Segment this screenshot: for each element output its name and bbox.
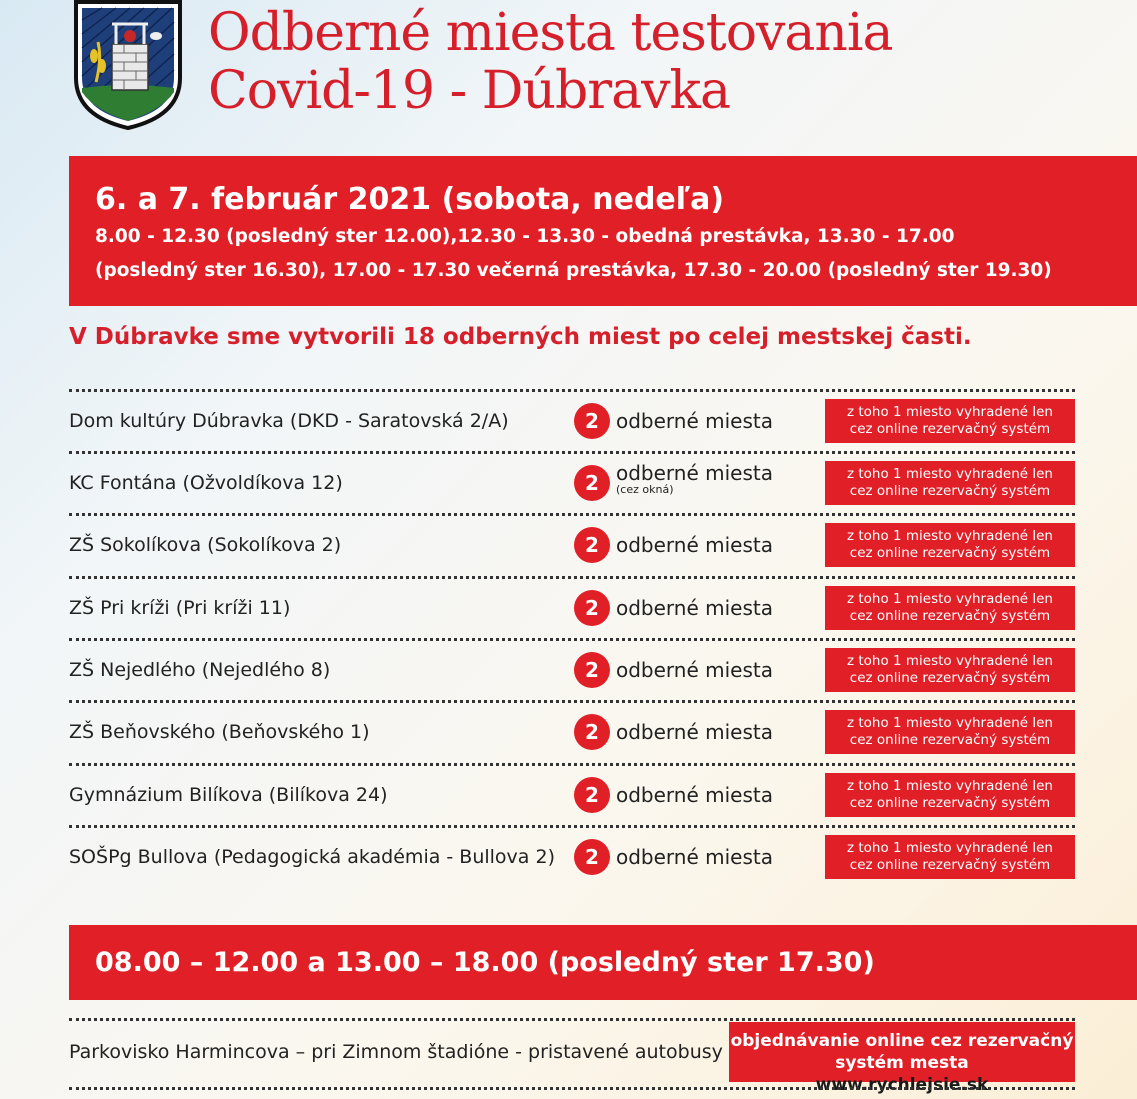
reservation-note bbox=[825, 523, 1075, 567]
reservation-note-line-2: cez online rezervačný systém bbox=[849, 544, 1051, 561]
reservation-note-line-1: z toho 1 miesto vyhradené len bbox=[846, 653, 1053, 669]
reservation-note-line-1: z toho 1 miesto vyhradené len bbox=[846, 591, 1053, 607]
daily-hours: 08.00 – 12.00 a 13.00 – 18.00 (posledný ster 17.30) bbox=[95, 947, 875, 978]
site-name: Gymnázium Bilíkova (Bilíkova 24) bbox=[69, 784, 388, 806]
reservation-note-line-1: z toho 1 miesto vyhradené len bbox=[846, 840, 1053, 856]
site-row bbox=[69, 452, 1075, 514]
reservation-note-line-1: z toho 1 miesto vyhradené len bbox=[846, 466, 1053, 482]
reservation-note bbox=[825, 461, 1075, 505]
daily-hours-banner bbox=[69, 925, 1137, 1000]
site-spots-label: odberné miesta bbox=[616, 720, 774, 744]
site-row bbox=[69, 701, 1075, 763]
site-count-badge: 2 bbox=[574, 839, 610, 875]
site-row bbox=[69, 826, 1075, 888]
site-spots-label: odberné miesta bbox=[616, 533, 774, 557]
row-divider bbox=[69, 1087, 1075, 1090]
site-spots-label: odberné miesta bbox=[616, 845, 774, 869]
bus-site-row bbox=[69, 1022, 1075, 1095]
reservation-note-line-2: cez online rezervačný systém bbox=[849, 420, 1051, 437]
page-title bbox=[208, 4, 893, 120]
site-name: ZŠ Beňovského (Beňovského 1) bbox=[69, 721, 370, 743]
site-name: KC Fontána (Ožvoldíkova 12) bbox=[69, 472, 343, 494]
site-name: ZŠ Sokolíkova (Sokolíkova 2) bbox=[69, 534, 342, 556]
site-spots-label: odberné miesta bbox=[616, 461, 774, 485]
booking-url-link[interactable]: www.rychlejsie.sk bbox=[815, 1075, 989, 1095]
reservation-note bbox=[825, 399, 1075, 443]
site-row bbox=[69, 577, 1075, 639]
site-row bbox=[69, 514, 1075, 576]
schedule-date: 6. a 7. február 2021 (sobota, nedeľa) bbox=[95, 182, 725, 217]
site-row bbox=[69, 390, 1075, 452]
schedule-hours-line-2: (posledný ster 16.30), 17.00 - 17.30 večerná prestávka, 17.30 - 20.00 (posledný ster 19.30) bbox=[95, 260, 1052, 281]
site-row bbox=[69, 764, 1075, 826]
online-booking-line-1: objednávanie online cez rezervačný bbox=[730, 1031, 1074, 1051]
site-count-badge: 2 bbox=[574, 465, 610, 501]
site-count-badge: 2 bbox=[574, 714, 610, 750]
site-row bbox=[69, 639, 1075, 701]
site-count-badge: 2 bbox=[574, 777, 610, 813]
reservation-note bbox=[825, 773, 1075, 817]
reservation-note bbox=[825, 586, 1075, 630]
reservation-note-line-2: cez online rezervačný systém bbox=[849, 607, 1051, 624]
online-booking-prefix: systém mesta bbox=[835, 1053, 969, 1073]
site-name: ZŠ Nejedlého (Nejedlého 8) bbox=[69, 659, 331, 681]
reservation-note-line-2: cez online rezervačný systém bbox=[849, 669, 1051, 686]
reservation-note-line-2: cez online rezervačný systém bbox=[849, 856, 1051, 873]
site-spots-label: odberné miesta bbox=[616, 409, 774, 433]
dubravka-coat-of-arms-icon bbox=[72, 0, 184, 130]
reservation-note-line-1: z toho 1 miesto vyhradené len bbox=[846, 404, 1053, 420]
reservation-note-line-1: z toho 1 miesto vyhradené len bbox=[846, 528, 1053, 544]
site-name: ZŠ Pri kríži (Pri kríži 11) bbox=[69, 597, 291, 619]
page-title-line-1: Odberné miesta testovania bbox=[208, 3, 893, 63]
reservation-note bbox=[825, 648, 1075, 692]
site-spots-label: odberné miesta bbox=[616, 658, 774, 682]
site-spots-label: odberné miesta bbox=[616, 783, 774, 807]
schedule-hours bbox=[95, 220, 1137, 288]
schedule-hours-line-1: 8.00 - 12.30 (posledný ster 12.00),12.30 - 13.30 - obedná prestávka, 13.30 - 17.00 bbox=[95, 226, 955, 247]
site-count-badge: 2 bbox=[574, 527, 610, 563]
reservation-note-line-2: cez online rezervačný systém bbox=[849, 482, 1051, 499]
site-note: (cez okná) bbox=[616, 483, 674, 496]
bus-site-name: Parkovisko Harmincova – pri Zimnom štadióne - pristavené autobusy bbox=[69, 1041, 723, 1063]
page-title-line-2: Covid-19 - Dúbravka bbox=[208, 61, 730, 121]
site-count-badge: 2 bbox=[574, 403, 610, 439]
site-spots-label: odberné miesta bbox=[616, 596, 774, 620]
online-booking-note bbox=[729, 1022, 1075, 1095]
site-name: Dom kultúry Dúbravka (DKD - Saratovská 2/A) bbox=[69, 410, 509, 432]
reservation-note-line-2: cez online rezervačný systém bbox=[849, 731, 1051, 748]
site-count-badge: 2 bbox=[574, 652, 610, 688]
site-name: SOŠPg Bullova (Pedagogická akadémia - Bullova 2) bbox=[69, 846, 555, 868]
site-count-badge: 2 bbox=[574, 590, 610, 626]
reservation-note-line-1: z toho 1 miesto vyhradené len bbox=[846, 778, 1053, 794]
weekend-schedule-banner bbox=[69, 156, 1137, 306]
reservation-note bbox=[825, 835, 1075, 879]
reservation-note-line-1: z toho 1 miesto vyhradené len bbox=[846, 715, 1053, 731]
intro-text: V Dúbravke sme vytvorili 18 odberných miest po celej mestskej časti. bbox=[69, 324, 972, 350]
reservation-note-line-2: cez online rezervačný systém bbox=[849, 794, 1051, 811]
reservation-note bbox=[825, 710, 1075, 754]
row-divider bbox=[69, 1018, 1075, 1021]
